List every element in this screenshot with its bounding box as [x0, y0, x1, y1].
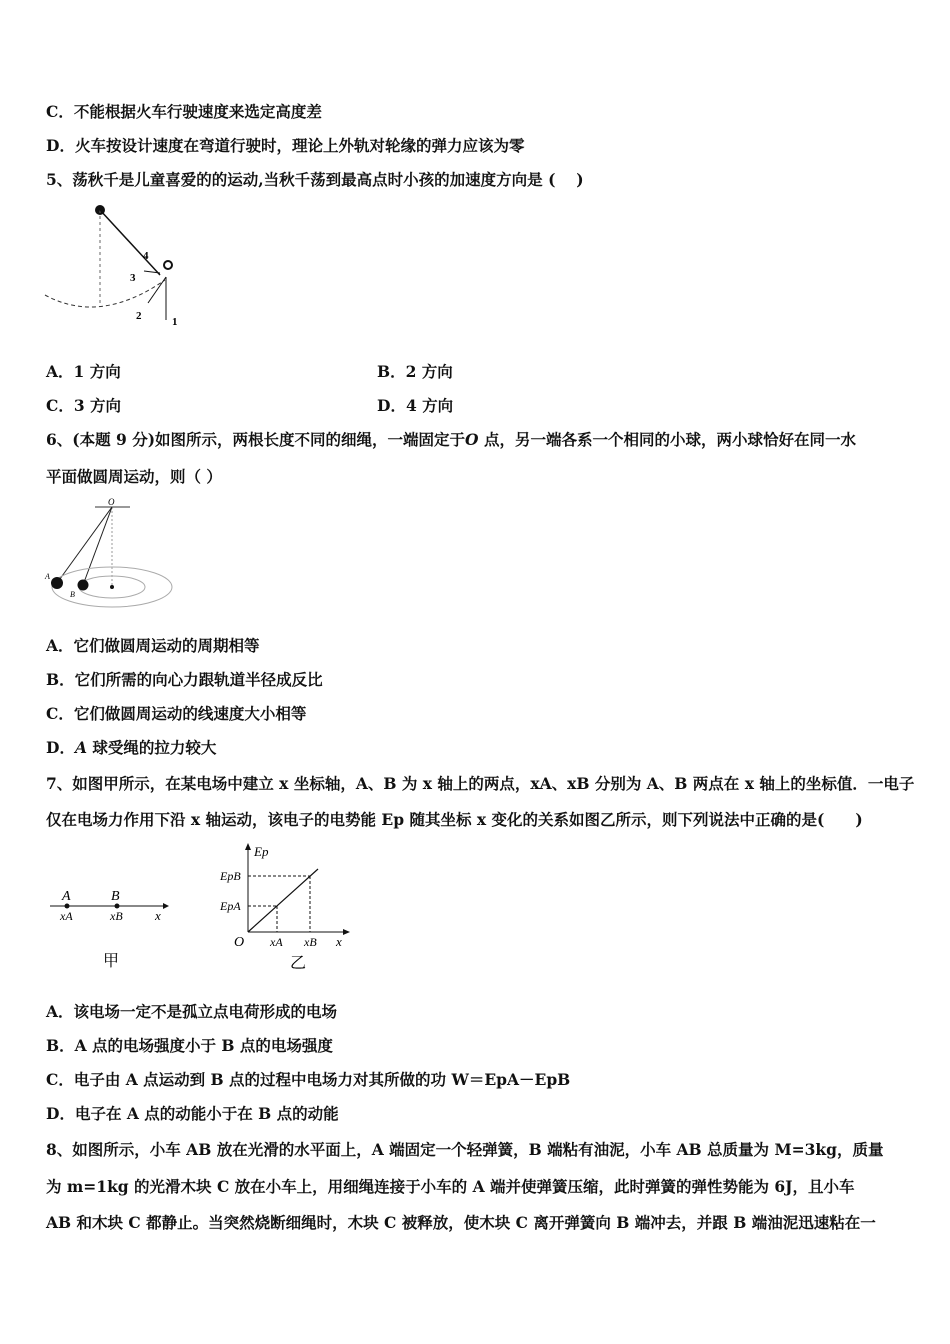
swing-label-1: 1 [172, 316, 178, 328]
q6-stem-text: 6、(本题 9 分)如图所示，两根长度不同的细绳，一端固定于 [46, 430, 466, 449]
yi-label-xa: xA [270, 935, 283, 949]
q8-line3: AB 和木块 C 都静止。当突然烧断细绳时，木块 C 被释放，使木块 C 离开弹簧向 B 端冲去，并跟 B 端油泥迅速粘在一 [46, 1213, 876, 1232]
swing-figure [40, 195, 200, 335]
conical-pendulum-figure [40, 495, 180, 615]
yi-axis-ep: Ep [254, 844, 269, 859]
q6-point-o: O [465, 430, 479, 449]
q6-stem-text-b: 点，另一端各系一个相同的小球，两小球恰好在同一水 [478, 430, 856, 449]
q4-option-c: C．不能根据火车行驶速度来选定高度差 [46, 102, 322, 121]
q5-option-c: C．3 方向 [46, 396, 122, 415]
q5-stem: 5、荡秋千是儿童喜爱的的运动,当秋千荡到最高点时小孩的加速度方向是 ( ) [46, 170, 584, 189]
q7-option-a: A．该电场一定不是孤立点电荷形成的电场 [46, 1002, 338, 1021]
q8-line2: 为 m=1kg 的光滑木块 C 放在小车上，用细绳连接于小车的 A 端并使弹簧压缩，此时弹簧的弹性势能为 6J，且小车 [46, 1177, 855, 1196]
jia-label-a: A [62, 889, 71, 904]
pendulum-label-o: O [108, 497, 115, 507]
yi-caption: 乙 [290, 955, 307, 972]
q7-stem-line2: 仅在电场力作用下沿 x 轴运动，该电子的电势能 Ep 随其坐标 x 变化的关系如图乙所示，则下列说法中正确的是( ) [46, 810, 863, 829]
q6-option-d [46, 738, 216, 758]
q7-option-b: B．A 点的电场强度小于 B 点的电场强度 [46, 1036, 333, 1055]
figure-jia [45, 880, 175, 975]
swing-label-2: 2 [136, 310, 142, 322]
q6-option-a: A．它们做圆周运动的周期相等 [46, 636, 260, 655]
yi-origin: O [234, 935, 245, 950]
jia-label-b: B [111, 889, 120, 904]
q6-option-c: C．它们做圆周运动的线速度大小相等 [46, 704, 307, 723]
q8-line1: 8、如图所示，小车 AB 放在光滑的水平面上，A 端固定一个轻弹簧，B 端粘有油泥，小车 AB 总质量为 M=3kg，质量 [46, 1140, 884, 1159]
jia-caption: 甲 [103, 953, 120, 970]
q5-option-b: B．2 方向 [377, 362, 453, 381]
swing-label-4: 4 [143, 250, 149, 262]
q7-option-c: C．电子由 A 点运动到 B 点的过程中电场力对其所做的功 W＝EpA－EpB [46, 1070, 571, 1089]
q6-stem-line2: 平面做圆周运动，则（ ） [46, 467, 222, 486]
yi-label-xb: xB [304, 935, 317, 949]
q7-option-d: D．电子在 A 点的动能小于在 B 点的动能 [46, 1104, 339, 1123]
jia-label-xb: xB [110, 909, 123, 923]
jia-label-xa: xA [60, 909, 73, 923]
q5-option-a: A．1 方向 [46, 362, 121, 381]
ball-a: A [74, 738, 87, 757]
pendulum-label-b: B [70, 590, 75, 599]
q4-option-d: D．火车按设计速度在弯道行驶时，理论上外轨对轮缘的弹力应该为零 [46, 136, 525, 155]
option-text: 球受绳的拉力较大 [86, 738, 217, 757]
option-letter: D． [46, 738, 75, 757]
jia-label-x: x [155, 908, 161, 923]
yi-label-epb: EpB [220, 869, 241, 883]
q7-stem-line1: 7、如图甲所示，在某电场中建立 x 坐标轴，A、B 为 x 轴上的两点，xA、xB 分别为 A、B 两点在 x 轴上的坐标值．一电子 [46, 774, 915, 793]
q6-option-b: B．它们所需的向心力跟轨道半径成反比 [46, 670, 323, 689]
yi-label-epa: EpA [220, 899, 241, 913]
pendulum-label-a: A [45, 572, 50, 581]
swing-label-3: 3 [130, 272, 136, 284]
q5-option-d: D．4 方向 [377, 396, 454, 415]
q6-stem-line1 [46, 430, 856, 450]
figure-yi-ep-graph [218, 842, 358, 972]
yi-axis-x: x [336, 934, 342, 949]
